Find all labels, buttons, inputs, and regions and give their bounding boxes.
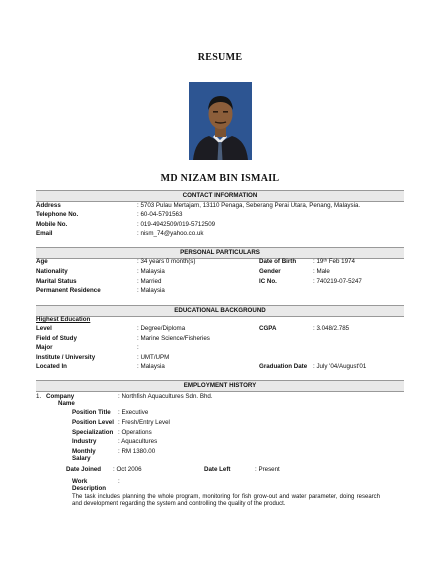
employment-section-header: EMPLOYMENT HISTORY bbox=[36, 380, 404, 392]
marital-value: : Married bbox=[137, 278, 162, 285]
email-value: : nism_74@yahoo.co.uk bbox=[137, 230, 204, 237]
work-description-label: Work bbox=[72, 478, 88, 485]
work-description-text: The task includes planning the whole program, monitoring for fish grow-out and water parameter, doing research and development regarding the system and controlling the quality of the product. bbox=[72, 494, 380, 507]
dob-value: : 19ᵗʰ Feb 1974 bbox=[313, 258, 355, 265]
nationality-label: Nationality bbox=[36, 268, 68, 275]
gender-value: : Male bbox=[313, 268, 330, 275]
residence-label: Permanent Residence bbox=[36, 287, 101, 294]
position-level-value: : Fresh/Entry Level bbox=[118, 419, 170, 426]
position-title-label: Position Title bbox=[72, 409, 111, 416]
highest-education-subheader: Highest Education bbox=[36, 316, 91, 323]
nationality-value: : Malaysia bbox=[137, 268, 165, 275]
cgpa-value: : 3.048/2.785 bbox=[313, 325, 350, 332]
mobile-value: : 019-4942509/019-5712509 bbox=[137, 221, 216, 228]
industry-value: : Aquacultures bbox=[118, 438, 158, 445]
specialization-value: : Operations bbox=[118, 429, 152, 436]
residence-value: : Malaysia bbox=[137, 287, 165, 294]
company-label: Company bbox=[46, 393, 75, 400]
marital-label: Marital Status bbox=[36, 278, 77, 285]
dob-label: Date of Birth bbox=[259, 258, 297, 265]
education-section-header: EDUCATIONAL BACKGROUND bbox=[36, 305, 404, 317]
located-label: Located In bbox=[36, 363, 67, 370]
age-value: : 34 years 0 month(s) bbox=[137, 258, 196, 265]
salary-value: : RM 1380.00 bbox=[118, 448, 156, 455]
address-label: Address bbox=[36, 202, 61, 209]
located-value: : Malaysia bbox=[137, 363, 165, 370]
graduation-value: : July '04/August'01 bbox=[313, 363, 367, 370]
work-description-colon: : bbox=[118, 478, 120, 485]
gender-label: Gender bbox=[259, 268, 281, 275]
ic-value: : 740219-07-5247 bbox=[313, 278, 362, 285]
telephone-label: Telephone No. bbox=[36, 211, 79, 218]
major-label: Major bbox=[36, 344, 53, 351]
institute-label: Institute / University bbox=[36, 354, 96, 361]
person-portrait-icon bbox=[189, 82, 252, 160]
document-title: RESUME bbox=[197, 52, 243, 63]
specialization-label: Specialization bbox=[72, 429, 114, 436]
age-label: Age bbox=[36, 258, 48, 265]
company-label-line2: Name bbox=[58, 400, 75, 407]
employment-index: 1. bbox=[36, 393, 42, 400]
industry-label: Industry bbox=[72, 438, 97, 445]
email-label: Email bbox=[36, 230, 53, 237]
level-label: Level bbox=[36, 325, 52, 332]
company-value: : Northfish Aquacultures Sdn. Bhd. bbox=[118, 393, 213, 400]
address-value: : 5703 Pulau Mertajam, 13110 Penaga, Seberang Perai Utara, Penang, Malaysia. bbox=[137, 202, 361, 209]
date-left-label: Date Left bbox=[204, 466, 231, 473]
profile-photo bbox=[189, 82, 252, 160]
salary-label: Monthly bbox=[72, 448, 96, 455]
level-value: : Degree/Diploma bbox=[137, 325, 186, 332]
institute-value: : UMT/UPM bbox=[137, 354, 170, 361]
position-level-label: Position Level bbox=[72, 419, 114, 426]
work-description-label-line2: Description bbox=[72, 485, 107, 492]
contact-section-header: CONTACT INFORMATION bbox=[36, 190, 404, 202]
cgpa-label: CGPA bbox=[259, 325, 277, 332]
date-joined-label: Date Joined bbox=[66, 466, 102, 473]
candidate-name: MD NIZAM BIN ISMAIL bbox=[160, 173, 280, 184]
ic-label: IC No. bbox=[259, 278, 277, 285]
telephone-value: : 60-04-5791563 bbox=[137, 211, 183, 218]
mobile-label: Mobile No. bbox=[36, 221, 68, 228]
salary-label-line2: Salary bbox=[72, 455, 91, 462]
date-left-value: : Present bbox=[255, 466, 280, 473]
field-value: : Marine Science/Fisheries bbox=[137, 335, 210, 342]
field-label: Field of Study bbox=[36, 335, 77, 342]
position-title-value: : Executive bbox=[118, 409, 149, 416]
personal-section-header: PERSONAL PARTICULARS bbox=[36, 247, 404, 259]
major-value: : bbox=[137, 344, 139, 351]
graduation-label: Graduation Date bbox=[259, 363, 308, 370]
date-joined-value: : Oct 2006 bbox=[113, 466, 142, 473]
